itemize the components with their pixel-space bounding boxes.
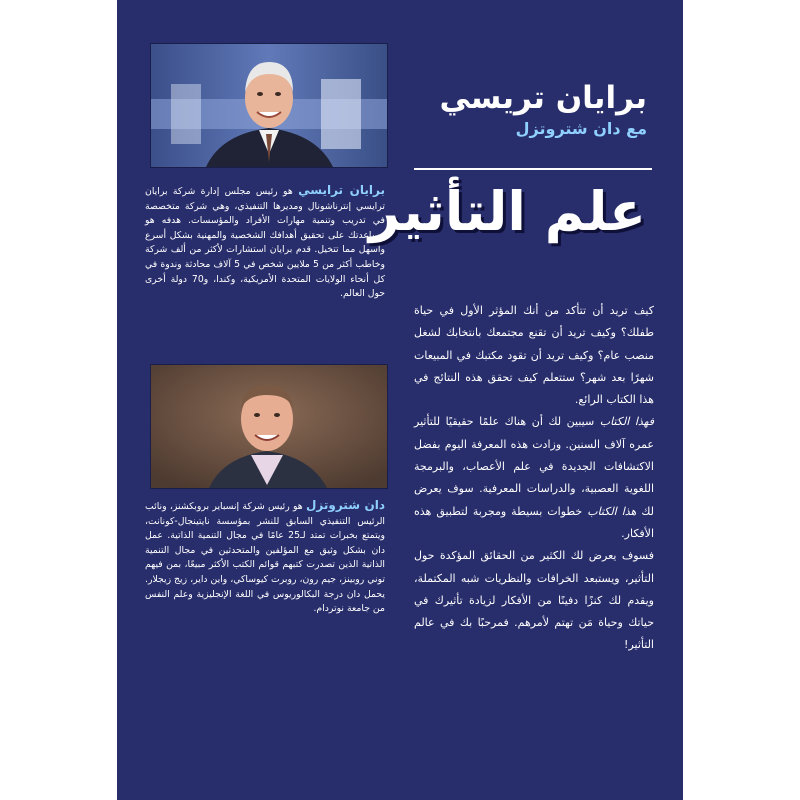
author-photo-dan-strutzel-image: [151, 365, 387, 488]
bio-dan-strutzel: [145, 498, 385, 617]
blurb: [414, 300, 654, 657]
bio-text: هو رئيس شركة إنسباير بروبكشنز، ونائب الرئيس التنفيذي السابق للنشر بمؤسسة نايتينجال-كونانت، ويتمتع بخبرات تمتد لـ25 عامًا في مجال التنمية الذاتية. عمل دان بشكل وثيق مع المؤلفين والمتحدثين في مجال التنمية الذاتية الذين تصدرت كتبهم قوائم الكتب الأكثر مبيعًا، بمن فيهم توني روبينز، جيم رون، روبرت كيوساكي، واين داير، زيج زيجلار. يحمل دان درجة البكالوريوس في اللغة الإنجليزية وعلم النفس من جامعة نوتردام.: [145, 501, 385, 615]
blurb-paragraph-1: كيف تريد أن تتأكد من أنك المؤثر الأول في حياة طفلك؟ وكيف تريد أن تقنع مجتمعك بانتخابك لشغل منصب عام؟ وكيف تريد أن تقود مكتبك في المبيعات شهرًا بعد شهر؟ ستتعلم كيف تحقق هذه النتائج في هذا الكتاب الرائع.: [414, 304, 654, 407]
blurb-paragraph-2: [414, 411, 654, 545]
author-photo-brian-tracy: [150, 43, 388, 168]
blurb-text: سيبين لك أن هناك علمًا حقيقيًا للتأثير عمره آلاف السنين. وزادت هذه المعرفة اليوم بفضل الاكتشافات الجديدة في علم الأعصاب، والبرمجة اللغوية العصبية، والدراسات المعرفية. سوف يعرض لك: [414, 415, 654, 518]
coauthor-name: مع دان شتروتزل: [515, 119, 647, 138]
blurb-italic: هذا الكتاب: [587, 504, 637, 518]
divider: [414, 168, 652, 170]
author-name: برايان تريسي: [439, 80, 647, 116]
bio-name: برايان ترايسي: [298, 183, 385, 197]
blurb-italic: فهذا الكتاب: [599, 415, 654, 429]
book-title: علم التأثير: [368, 180, 646, 243]
blurb-text: خطوات بسيطة ومجربة لتطبيق هذه الأفكار.: [414, 504, 654, 540]
blurb-paragraph-3: فسوف يعرض لك الكثير من الحقائق المؤكدة حول التأثير، ويستبعد الخرافات والنظريات شبه المكتملة، ويقدم لك كنزًا دفينًا من الأفكار لزيادة تأثيرك في حياتك وحياة مَن تهتم لأمرهم. فمرحبًا بك في عالم التأثير!: [414, 549, 654, 652]
author-photo-dan-strutzel: [150, 364, 388, 489]
bio-name: دان شتروتزل: [305, 498, 385, 512]
author-photo-brian-tracy-image: [151, 44, 387, 167]
bio-text: هو رئيس مجلس إدارة شركة برايان ترايسي إنترناشونال ومديرها التنفيذي، وهي شركة متخصصة في تدريب وتنمية مهارات الأفراد والمؤسسات. هدفه هو مساعدتك على تحقيق أهدافك الشخصية والمهنية بشكل أسرع وأسهل مما تتخيل. قدم برايان استشارات لأكثر من ألف شركة وخاطب أكثر من 5 ملايين شخص في 5 آلاف محادثة وندوة في كل أنحاء الولايات المتحدة الأمريكية، وكندا، و70 دولة أخرى حول العالم.: [145, 186, 386, 300]
bio-brian-tracy: [145, 183, 385, 302]
